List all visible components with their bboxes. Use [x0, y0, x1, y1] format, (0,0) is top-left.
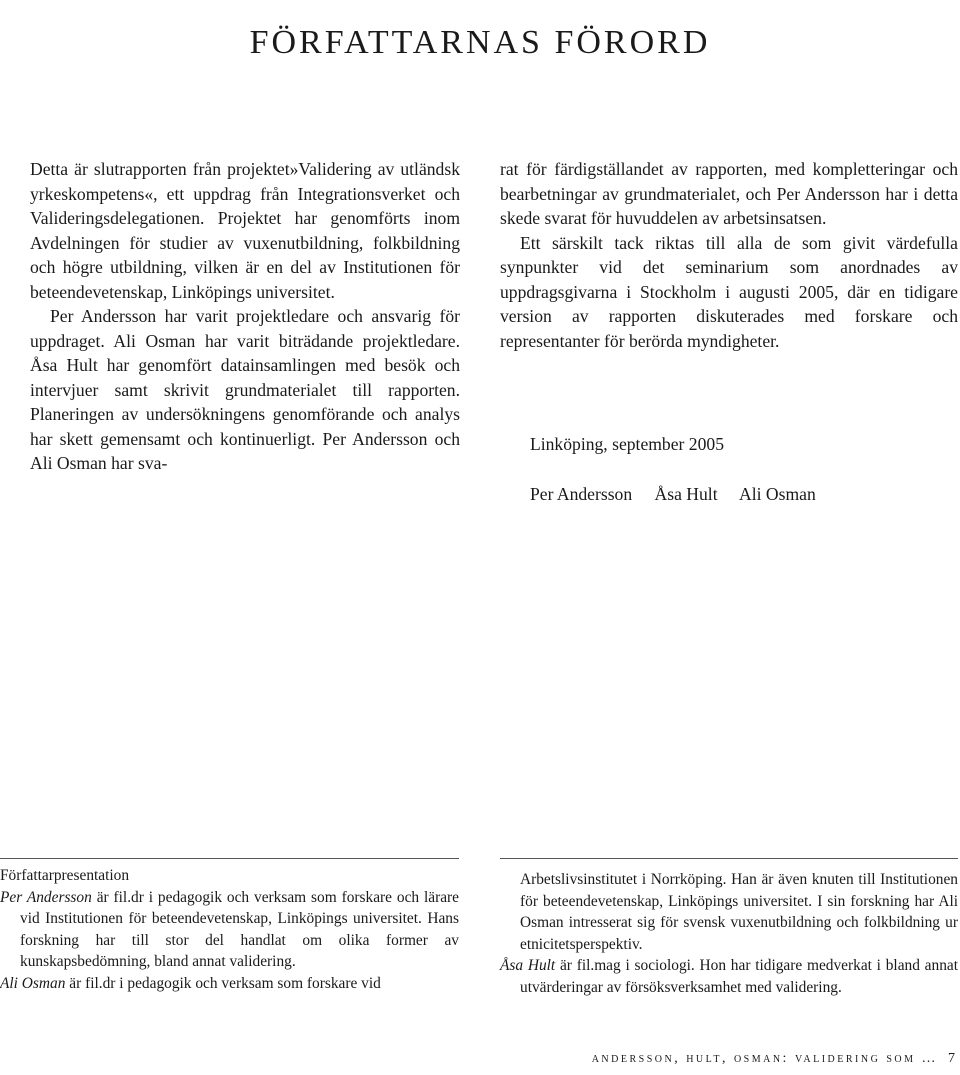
page-footer [592, 1051, 957, 1067]
footnote-rule [500, 858, 958, 859]
bio-per-andersson [0, 887, 459, 973]
footnote-rule [0, 858, 459, 859]
bios-heading: Författarpresentation [0, 867, 130, 884]
preface-paragraph: rat för färdigställandet av rapporten, med kompletteringar och bearbetningar av grundmaterialet, och Per Andersson har i detta skede svarat för huvuddelen av arbetsinsatsen. [500, 159, 958, 228]
page-title: FÖRFATTARNAS FÖRORD [249, 23, 711, 61]
bio-ali-osman [0, 973, 459, 995]
bio-asa-hult [500, 955, 958, 998]
author-bios-left [0, 865, 459, 995]
bio-ali-osman-continued: Arbetslivsinstitutet i Norrköping. Han är även knuten till Institutionen för beteendevetenskap, Linköpings universitet. I sin forskning har Ali Osman intresserat sig för svensk vuxenutbildning och folkbildning ur etnicitetsperspektiv. [520, 871, 958, 953]
bio-name: Per Andersson [0, 888, 92, 906]
page-number: 7 [948, 1051, 957, 1066]
bio-text: är fil.mag i sociologi. Hon har tidigare medverkat i bland annat utvärderingar av försöksverksamhet med validering. [520, 957, 958, 996]
author-name: Åsa Hult [654, 484, 718, 504]
preface-right-column [500, 157, 958, 353]
author-signatures [530, 480, 834, 508]
bio-text: är fil.dr i pedagogik och verksam som forskare vid [65, 974, 381, 992]
author-name: Per Andersson [530, 484, 633, 504]
author-name: Ali Osman [739, 484, 816, 504]
bio-name: Åsa Hult [500, 957, 556, 975]
preface-paragraph: Ett särskilt tack riktas till alla de som givit värdefulla synpunkter vid det seminarium som anordnades av uppdragsgivarna i Stockholm i augusti 2005, där en tidigare version av rapporten diskuterades med forskare och representanter för berörda myndigheter. [500, 232, 958, 351]
place-date: Linköping, september 2005 [530, 434, 724, 454]
bio-text: är fil.dr i pedagogik och verksam som forskare och lärare vid Institutionen för beteendevetenskap, Linköpings universitet. Hans forskning har till stor del handlat om olika former av kunskapsbedömning, bland annat validering. [20, 888, 459, 971]
preface-paragraph: Per Andersson har varit projektledare och ansvarig för uppdraget. Ali Osman har varit biträdande projektledare. Åsa Hult har genomfört datainsamlingen med besök och intervjuer samt skrivit grundmaterialet till rapporten. Planeringen av undersökningens genomförande och analys har skett gemensamt och kontinuerligt. Per Andersson och Ali Osman har sva- [30, 306, 460, 473]
bio-name: Ali Osman [0, 974, 66, 992]
preface-left-column [30, 157, 460, 476]
running-head: andersson, hult, osman: validering som … [591, 1051, 938, 1066]
preface-paragraph: Detta är slutrapporten från projektet»Validering av utländsk yrkeskompetens«, ett uppdrag från Integrationsverket och Valideringsdelegationen. Projektet har genomförts inom Avdelningen för studier av vuxenutbildning, folkbildning och högre utbildning, vilken är en del av Institutionen för beteendevetenskap, Linköpings universitet. [30, 159, 460, 302]
author-bios-right [500, 869, 958, 999]
